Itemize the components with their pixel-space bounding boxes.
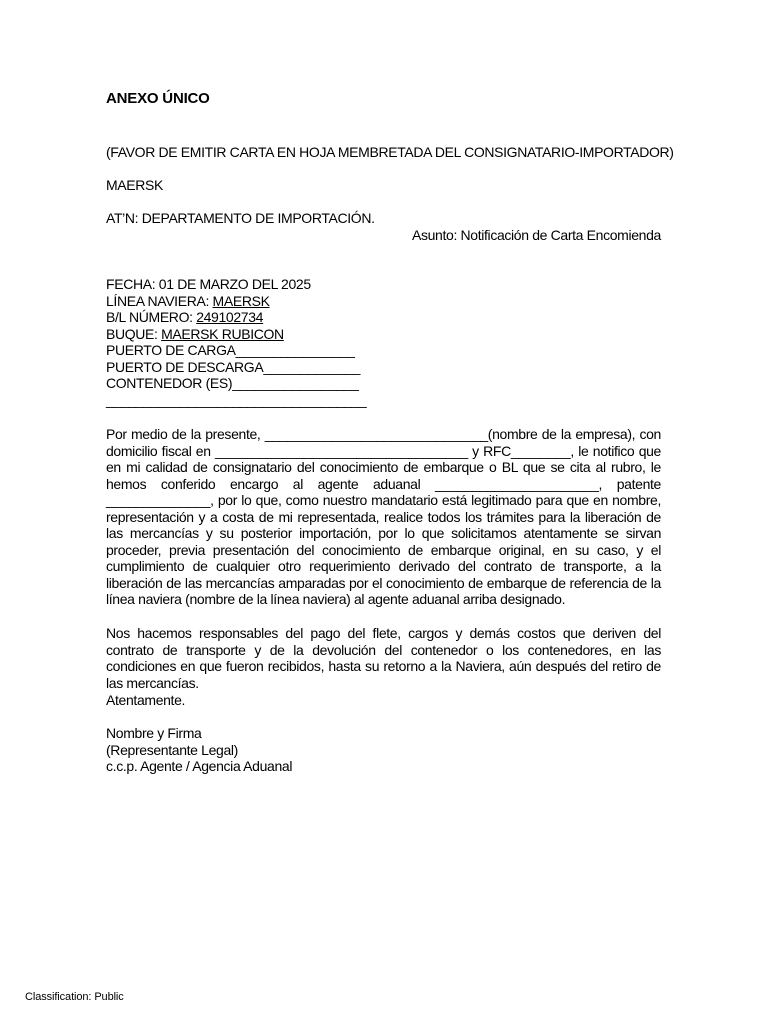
body-paragraph-2: Nos hacemos responsables del pago del flete, cargos y demás costos que deriven del contrato de transporte y de la devolución del contenedor o los contenedores, en las condiciones en que fueron recibidos, hasta su retorno a la Naviera, aún después del retiro de las mercancías. <box>106 625 661 691</box>
bl-number-value: 249102734 <box>196 309 264 325</box>
contenedor-field: CONTENEDOR (ES)_________________ <box>106 375 359 391</box>
buque-value: MAERSK RUBICON <box>161 325 284 342</box>
signature-name: Nombre y Firma <box>106 725 202 741</box>
classification-footer: Classification: Public <box>25 991 124 1003</box>
blank-line: ___________________________________ <box>106 391 367 408</box>
linea-naviera-value: MAERSK <box>212 292 270 309</box>
buque-label: BUQUE: <box>106 325 162 342</box>
buque-field <box>106 326 366 343</box>
addressee: MAERSK <box>106 177 164 193</box>
linea-naviera-field <box>106 293 366 310</box>
signature-block <box>106 725 292 775</box>
body-paragraph-1: Por medio de la presente, ______________________________(nombre de la empresa), con domicilio fiscal en __________________________________ y RFC________, le notifico que en mi calidad de consignatario del conocimiento de embarque o BL que se cita al rubro, le hemos conferido encargo al agente aduanal ______________________, patente ______________, por lo que, como nuestro mandatario está legitimado para que en nombre, representación y a costa de mi representada, realice todos los trámites para la liberación de las mercancías y su posterior importación, por lo que solicitamos atentamente se sirvan proceder, previa presentación del conocimiento de embarque original, en su caso, y el cumplimiento de cualquier otro requerimiento derivado del contrato de transporte, a la liberación de las mercancías amparadas por el conocimiento de embarque de referencia de la línea naviera (nombre de la línea naviera) al agente aduanal arriba designado. <box>106 426 661 607</box>
shipment-fields <box>106 276 366 408</box>
bl-number-field <box>106 309 366 326</box>
fecha-field: FECHA: 01 DE MARZO DEL 2025 <box>106 276 311 292</box>
document-title: ANEXO ÚNICO <box>106 90 210 107</box>
puerto-carga-field: PUERTO DE CARGA________________ <box>106 342 355 358</box>
subject-line: Asunto: Notificación de Carta Encomienda <box>411 227 661 243</box>
attention-line: AT’N: DEPARTAMENTO DE IMPORTACIÓN. <box>106 210 375 226</box>
puerto-descarga-field: PUERTO DE DESCARGA_____________ <box>106 358 361 375</box>
letterhead-instruction: (FAVOR DE EMITIR CARTA EN HOJA MEMBRETADA DEL CONSIGNATARIO-IMPORTADOR) <box>106 144 674 160</box>
signature-role: (Representante Legal) <box>106 741 238 758</box>
bl-number-label: B/L NÚMERO: <box>106 309 197 325</box>
signature-ccp: c.c.p. Agente / Agencia Aduanal <box>106 758 293 774</box>
closing: Atentamente. <box>106 692 186 708</box>
linea-naviera-label: LÍNEA NAVIERA: <box>106 292 213 309</box>
